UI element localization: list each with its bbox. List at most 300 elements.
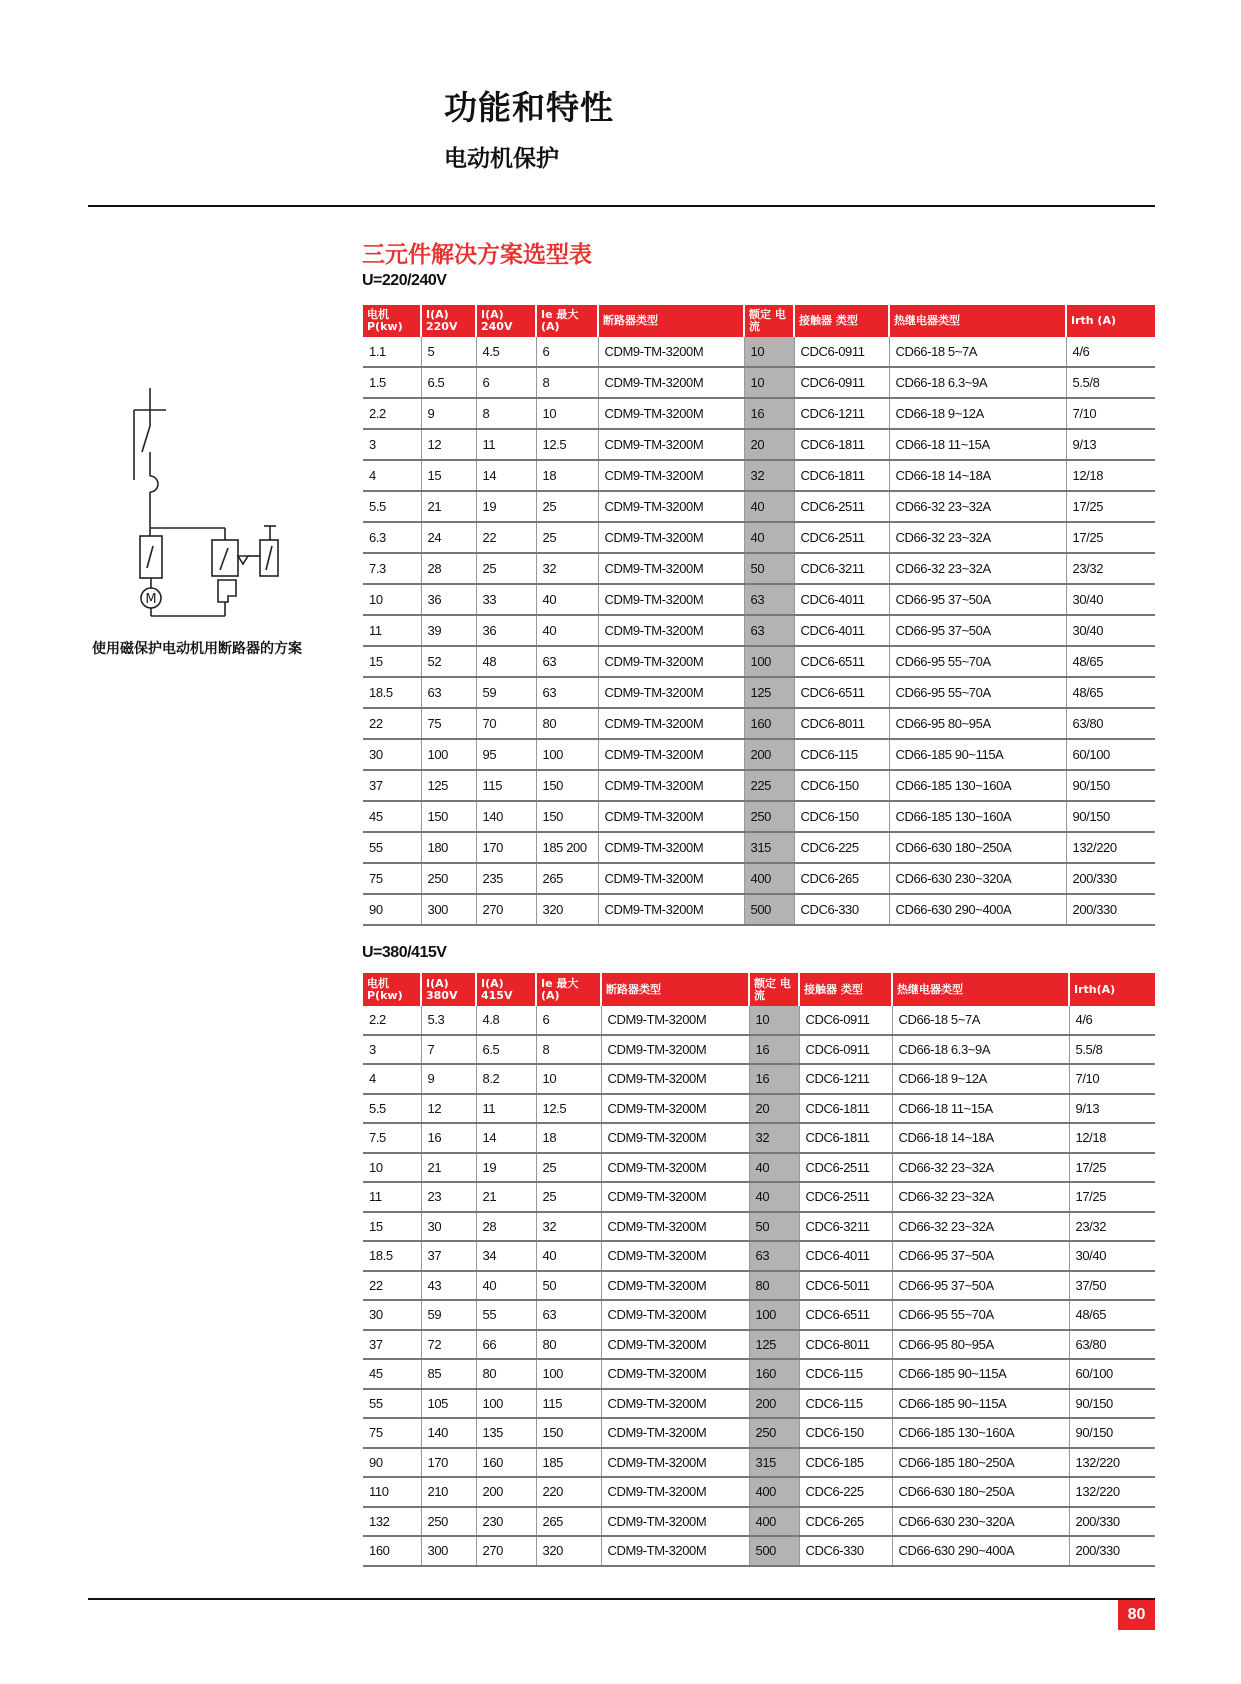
table-cell: 132 — [363, 1507, 421, 1537]
table-cell: CD66-18 14~18A — [889, 460, 1066, 491]
table-cell: CD66-630 290~400A — [889, 894, 1066, 925]
table-cell: CDC6-3211 — [799, 1212, 892, 1242]
table-cell: CDM9-TM-3200M — [598, 646, 744, 677]
table-cell: 5.5/8 — [1069, 1035, 1155, 1065]
table-cell: 11 — [363, 1182, 421, 1212]
table-cell: 48/65 — [1069, 1300, 1155, 1330]
table-cell: CDM9-TM-3200M — [598, 801, 744, 832]
table-cell: 30/40 — [1066, 615, 1155, 646]
table-row — [363, 739, 1155, 770]
table-cell: 63 — [744, 615, 794, 646]
table-cell: CDC6-1811 — [799, 1123, 892, 1153]
table-cell: CDM9-TM-3200M — [601, 1006, 749, 1035]
table-row — [363, 1448, 1155, 1478]
table-cell: 9 — [421, 398, 476, 429]
table-cell: CDC6-6511 — [799, 1300, 892, 1330]
table-cell: 22 — [363, 1271, 421, 1301]
table-cell: 37 — [363, 1330, 421, 1360]
table-cell: 63 — [536, 1300, 601, 1330]
table-cell: 4.8 — [476, 1006, 536, 1035]
table-cell: CDC6-6511 — [794, 646, 889, 677]
table-cell: CDM9-TM-3200M — [598, 832, 744, 863]
column-header: Irth (A) — [1066, 305, 1155, 337]
table-cell: 25 — [536, 491, 598, 522]
table-cell: 100 — [536, 1359, 601, 1389]
table-row — [363, 584, 1155, 615]
table-cell: CD66-185 90~115A — [892, 1359, 1069, 1389]
table-cell: CDM9-TM-3200M — [601, 1094, 749, 1124]
table-cell: CD66-95 55~70A — [889, 646, 1066, 677]
table-cell: 5.3 — [421, 1006, 476, 1035]
table-cell: 30 — [363, 1300, 421, 1330]
table-cell: CDM9-TM-3200M — [601, 1123, 749, 1153]
table-cell: CDC6-185 — [799, 1448, 892, 1478]
table-cell: 36 — [476, 615, 536, 646]
column-header: 额定 电流 — [749, 973, 799, 1006]
table-cell: 8 — [536, 367, 598, 398]
table-cell: 100 — [421, 739, 476, 770]
column-header: Ie 最大 (A) — [536, 973, 601, 1006]
voltage-label-220: U=220/240V — [362, 272, 447, 289]
table-cell: CDM9-TM-3200M — [601, 1241, 749, 1271]
table-cell: 125 — [421, 770, 476, 801]
table-cell: 39 — [421, 615, 476, 646]
table-cell: CDM9-TM-3200M — [601, 1153, 749, 1183]
table-cell: 30 — [363, 739, 421, 770]
table-cell: CD66-95 55~70A — [889, 677, 1066, 708]
table-cell: CDC6-8011 — [794, 708, 889, 739]
table-cell: 63 — [421, 677, 476, 708]
table-cell: 12/18 — [1069, 1123, 1155, 1153]
table-cell: 12.5 — [536, 429, 598, 460]
table-cell: 24 — [421, 522, 476, 553]
column-header: I(A) 220V — [421, 305, 476, 337]
table-cell: 25 — [476, 553, 536, 584]
table-cell: 12 — [421, 429, 476, 460]
table-cell: 14 — [476, 1123, 536, 1153]
table-cell: 105 — [421, 1389, 476, 1419]
table-cell: 100 — [536, 739, 598, 770]
table-cell: CDC6-150 — [794, 801, 889, 832]
table-cell: 72 — [421, 1330, 476, 1360]
column-header: 额定 电流 — [744, 305, 794, 337]
table-cell: 160 — [363, 1536, 421, 1566]
table-cell: 160 — [744, 708, 794, 739]
table-cell: 10 — [363, 1153, 421, 1183]
table-row — [363, 1536, 1155, 1566]
table-cell: 55 — [363, 1389, 421, 1419]
selection-table-220v — [363, 305, 1155, 926]
table-cell: 250 — [421, 863, 476, 894]
table-cell: CD66-185 130~160A — [889, 770, 1066, 801]
table-cell: 11 — [476, 1094, 536, 1124]
table-cell: 3 — [363, 429, 421, 460]
table-cell: 150 — [421, 801, 476, 832]
table-cell: CD66-18 9~12A — [889, 398, 1066, 429]
column-header: Ie 最大 (A) — [536, 305, 598, 337]
table-cell: 37/50 — [1069, 1271, 1155, 1301]
table-cell: CDM9-TM-3200M — [598, 337, 744, 367]
table-cell: 40 — [536, 584, 598, 615]
table-cell: 17/25 — [1069, 1182, 1155, 1212]
table-cell: 10 — [749, 1006, 799, 1035]
table-cell: 21 — [421, 1153, 476, 1183]
table-cell: 28 — [476, 1212, 536, 1242]
table-cell: 3 — [363, 1035, 421, 1065]
table-cell: CDM9-TM-3200M — [601, 1271, 749, 1301]
table-row — [363, 1006, 1155, 1035]
table-cell: 8 — [536, 1035, 601, 1065]
table-cell: CDC6-115 — [799, 1389, 892, 1419]
table-cell: CD66-32 23~32A — [889, 522, 1066, 553]
table-cell: 90/150 — [1066, 770, 1155, 801]
table-cell: 50 — [536, 1271, 601, 1301]
table-cell: 132/220 — [1069, 1448, 1155, 1478]
table-cell: 265 — [536, 1507, 601, 1537]
table-cell: 160 — [476, 1448, 536, 1478]
table-cell: 6 — [536, 1006, 601, 1035]
table-cell: 63/80 — [1066, 708, 1155, 739]
table-cell: CDM9-TM-3200M — [598, 863, 744, 894]
table-cell: 75 — [363, 863, 421, 894]
table-cell: 30 — [421, 1212, 476, 1242]
table-cell: CDC6-150 — [794, 770, 889, 801]
table-cell: CD66-18 6.3~9A — [889, 367, 1066, 398]
table-cell: 18.5 — [363, 1241, 421, 1271]
table-cell: 23 — [421, 1182, 476, 1212]
table-cell: 300 — [421, 1536, 476, 1566]
table-cell: 60/100 — [1066, 739, 1155, 770]
section-title: 三元件解决方案选型表 — [362, 242, 592, 268]
table-cell: 19 — [476, 1153, 536, 1183]
table-cell: 21 — [421, 491, 476, 522]
table-cell: 320 — [536, 894, 598, 925]
table-row — [363, 1418, 1155, 1448]
table-cell: CDM9-TM-3200M — [601, 1389, 749, 1419]
table-cell: 140 — [421, 1418, 476, 1448]
column-header: I(A) 415V — [476, 973, 536, 1006]
table-cell: 400 — [749, 1507, 799, 1537]
table-cell: 12.5 — [536, 1094, 601, 1124]
table-cell: 32 — [536, 553, 598, 584]
table-cell: CD66-95 37~50A — [892, 1271, 1069, 1301]
table-row — [363, 770, 1155, 801]
table-cell: 11 — [476, 429, 536, 460]
table-cell: 18.5 — [363, 677, 421, 708]
table-cell: 6 — [476, 367, 536, 398]
table-cell: CDM9-TM-3200M — [598, 584, 744, 615]
table-cell: CD66-95 80~95A — [889, 708, 1066, 739]
table-cell: 10 — [744, 367, 794, 398]
table-cell: CD66-18 11~15A — [892, 1094, 1069, 1124]
table-cell: CDC6-4011 — [794, 615, 889, 646]
table-cell: CD66-32 23~32A — [892, 1182, 1069, 1212]
table-cell: 9/13 — [1066, 429, 1155, 460]
table-cell: 265 — [536, 863, 598, 894]
table-cell: 25 — [536, 522, 598, 553]
table-cell: 80 — [749, 1271, 799, 1301]
table-cell: 200 — [476, 1477, 536, 1507]
table-cell: 220 — [536, 1477, 601, 1507]
table-cell: 43 — [421, 1271, 476, 1301]
table-cell: 63 — [536, 677, 598, 708]
table-cell: 55 — [476, 1300, 536, 1330]
page-title: 功能和特性 — [444, 88, 614, 127]
table-row — [363, 1064, 1155, 1094]
table-cell: CD66-18 11~15A — [889, 429, 1066, 460]
table-cell: 30/40 — [1069, 1241, 1155, 1271]
table-cell: 45 — [363, 1359, 421, 1389]
table-cell: 200/330 — [1066, 894, 1155, 925]
table-cell: 4 — [363, 1064, 421, 1094]
table-cell: CD66-95 37~50A — [889, 584, 1066, 615]
table-cell: 32 — [536, 1212, 601, 1242]
table-cell: CDM9-TM-3200M — [601, 1064, 749, 1094]
table-cell: CD66-185 130~160A — [889, 801, 1066, 832]
table-cell: 100 — [476, 1389, 536, 1419]
table-cell: 80 — [536, 708, 598, 739]
table-row — [363, 1300, 1155, 1330]
table-cell: 37 — [363, 770, 421, 801]
table-row — [363, 1271, 1155, 1301]
table-cell: 16 — [421, 1123, 476, 1153]
table-cell: 48 — [476, 646, 536, 677]
table-cell: 37 — [421, 1241, 476, 1271]
table-row — [363, 1359, 1155, 1389]
table-cell: CD66-185 90~115A — [889, 739, 1066, 770]
table-cell: CD66-95 37~50A — [889, 615, 1066, 646]
table-cell: CDM9-TM-3200M — [598, 553, 744, 584]
table-cell: CDM9-TM-3200M — [598, 491, 744, 522]
table-cell: CD66-630 180~250A — [892, 1477, 1069, 1507]
table-cell: CD66-32 23~32A — [892, 1212, 1069, 1242]
table-cell: 70 — [476, 708, 536, 739]
table-cell: 90/150 — [1066, 801, 1155, 832]
table-cell: 36 — [421, 584, 476, 615]
table-cell: 6.5 — [476, 1035, 536, 1065]
table-cell: 95 — [476, 739, 536, 770]
table-row — [363, 677, 1155, 708]
table-row — [363, 1212, 1155, 1242]
table-cell: 110 — [363, 1477, 421, 1507]
motor-circuit-diagram — [110, 380, 300, 630]
table-cell: 18 — [536, 460, 598, 491]
table-cell: CDC6-2511 — [799, 1153, 892, 1183]
table-cell: 180 — [421, 832, 476, 863]
table-cell: CDC6-6511 — [794, 677, 889, 708]
table-cell: 17/25 — [1066, 491, 1155, 522]
table-cell: CDC6-265 — [794, 863, 889, 894]
table-cell: 132/220 — [1069, 1477, 1155, 1507]
table-cell: 185 200 — [536, 832, 598, 863]
table-cell: CD66-18 5~7A — [892, 1006, 1069, 1035]
table-cell: 25 — [536, 1153, 601, 1183]
table-cell: CDC6-1811 — [799, 1094, 892, 1124]
table-cell: 200 — [744, 739, 794, 770]
table-cell: CD66-185 180~250A — [892, 1448, 1069, 1478]
table-cell: CDC6-2511 — [794, 522, 889, 553]
table-cell: 80 — [476, 1359, 536, 1389]
selection-table-380v — [363, 973, 1155, 1567]
table-cell: CDM9-TM-3200M — [598, 460, 744, 491]
column-header: 热继电器类型 — [892, 973, 1069, 1006]
table-row — [363, 460, 1155, 491]
table-cell: 15 — [363, 646, 421, 677]
table-cell: 30/40 — [1066, 584, 1155, 615]
table-cell: 170 — [476, 832, 536, 863]
table-cell: 85 — [421, 1359, 476, 1389]
table-cell: CDC6-4011 — [794, 584, 889, 615]
table-cell: 6.3 — [363, 522, 421, 553]
table-cell: 10 — [536, 1064, 601, 1094]
table-row — [363, 337, 1155, 367]
table-cell: CD66-18 14~18A — [892, 1123, 1069, 1153]
table-cell: CD66-18 6.3~9A — [892, 1035, 1069, 1065]
table-cell: 140 — [476, 801, 536, 832]
table-cell: 115 — [536, 1389, 601, 1419]
table-cell: 40 — [744, 491, 794, 522]
table-cell: 16 — [749, 1035, 799, 1065]
table-cell: 400 — [744, 863, 794, 894]
table-cell: 125 — [744, 677, 794, 708]
voltage-label-380: U=380/415V — [362, 944, 447, 961]
table-cell: 7.3 — [363, 553, 421, 584]
table-cell: 250 — [744, 801, 794, 832]
diagram-caption: 使用磁保护电动机用断路器的方案 — [92, 641, 302, 657]
table-cell: CDC6-0911 — [799, 1035, 892, 1065]
table-cell: 230 — [476, 1507, 536, 1537]
table-cell: 21 — [476, 1182, 536, 1212]
table-cell: CDM9-TM-3200M — [601, 1330, 749, 1360]
table-row — [363, 398, 1155, 429]
table-cell: 5.5 — [363, 1094, 421, 1124]
table-cell: 225 — [744, 770, 794, 801]
table-cell: CDM9-TM-3200M — [601, 1536, 749, 1566]
table-cell: 9/13 — [1069, 1094, 1155, 1124]
table-cell: 15 — [421, 460, 476, 491]
table-row — [363, 863, 1155, 894]
table-cell: CDC6-0911 — [794, 337, 889, 367]
column-header: 断路器类型 — [598, 305, 744, 337]
table-cell: 10 — [536, 398, 598, 429]
column-header: 电机 P(kw) — [363, 305, 421, 337]
table-row — [363, 1477, 1155, 1507]
table-cell: 75 — [363, 1418, 421, 1448]
table-cell: CDC6-115 — [794, 739, 889, 770]
table-cell: 20 — [744, 429, 794, 460]
table-cell: 250 — [749, 1418, 799, 1448]
table-cell: 40 — [749, 1153, 799, 1183]
table-row — [363, 553, 1155, 584]
table-row — [363, 1507, 1155, 1537]
table-cell: 1.1 — [363, 337, 421, 367]
table-cell: 90/150 — [1069, 1389, 1155, 1419]
table-cell: CDC6-150 — [799, 1418, 892, 1448]
table-row — [363, 491, 1155, 522]
table-cell: 7.5 — [363, 1123, 421, 1153]
table-row — [363, 832, 1155, 863]
table-cell: 235 — [476, 863, 536, 894]
table-cell: 2.2 — [363, 1006, 421, 1035]
table-cell: CD66-18 5~7A — [889, 337, 1066, 367]
table-cell: CDM9-TM-3200M — [601, 1300, 749, 1330]
table-cell: 63 — [536, 646, 598, 677]
table-row — [363, 1330, 1155, 1360]
table-cell: 33 — [476, 584, 536, 615]
table-cell: 34 — [476, 1241, 536, 1271]
table-row — [363, 1153, 1155, 1183]
column-header: I(A) 240V — [476, 305, 536, 337]
page-subtitle: 电动机保护 — [444, 146, 559, 172]
table-cell: CDM9-TM-3200M — [598, 429, 744, 460]
table-cell: 100 — [749, 1300, 799, 1330]
table-cell: CDC6-5011 — [799, 1271, 892, 1301]
table-cell: CD66-185 90~115A — [892, 1389, 1069, 1419]
table-cell: 300 — [421, 894, 476, 925]
table-cell: 170 — [421, 1448, 476, 1478]
table-cell: 5.5 — [363, 491, 421, 522]
table-cell: CDM9-TM-3200M — [598, 770, 744, 801]
table-cell: 270 — [476, 894, 536, 925]
table-header-row — [363, 305, 1155, 337]
table-cell: 32 — [749, 1123, 799, 1153]
table-cell: 500 — [744, 894, 794, 925]
table-cell: 7/10 — [1069, 1064, 1155, 1094]
table-cell: 500 — [749, 1536, 799, 1566]
table-cell: CDC6-1211 — [799, 1064, 892, 1094]
table-cell: 60/100 — [1069, 1359, 1155, 1389]
table-cell: 8 — [476, 398, 536, 429]
table-cell: 15 — [363, 1212, 421, 1242]
table-cell: 23/32 — [1066, 553, 1155, 584]
table-cell: 4/6 — [1069, 1006, 1155, 1035]
table-cell: 200/330 — [1069, 1507, 1155, 1537]
table-cell: 55 — [363, 832, 421, 863]
table-cell: 1.5 — [363, 367, 421, 398]
table-cell: 135 — [476, 1418, 536, 1448]
table-cell: CDC6-265 — [799, 1507, 892, 1537]
table-cell: CDM9-TM-3200M — [601, 1477, 749, 1507]
table-cell: CD66-95 55~70A — [892, 1300, 1069, 1330]
table-cell: CDC6-225 — [794, 832, 889, 863]
table-cell: 59 — [476, 677, 536, 708]
table-cell: 66 — [476, 1330, 536, 1360]
table-row — [363, 646, 1155, 677]
table-cell: 17/25 — [1066, 522, 1155, 553]
table-cell: 400 — [749, 1477, 799, 1507]
table-cell: CD66-95 80~95A — [892, 1330, 1069, 1360]
table-cell: 63 — [749, 1241, 799, 1271]
page-number: 80 — [1118, 1600, 1155, 1630]
table-cell: CDC6-3211 — [794, 553, 889, 584]
table-cell: 10 — [363, 584, 421, 615]
table-cell: CDC6-1811 — [794, 429, 889, 460]
table-cell: CD66-185 130~160A — [892, 1418, 1069, 1448]
table-cell: 63 — [744, 584, 794, 615]
table-cell: 59 — [421, 1300, 476, 1330]
table-cell: CDC6-0911 — [799, 1006, 892, 1035]
table-cell: 5.5/8 — [1066, 367, 1155, 398]
table-cell: 19 — [476, 491, 536, 522]
table-cell: 50 — [749, 1212, 799, 1242]
table-cell: 22 — [363, 708, 421, 739]
table-cell: CDM9-TM-3200M — [601, 1448, 749, 1478]
table-cell: 16 — [744, 398, 794, 429]
table-cell: CDM9-TM-3200M — [598, 708, 744, 739]
table-cell: 20 — [749, 1094, 799, 1124]
table-cell: 9 — [421, 1064, 476, 1094]
column-header: 断路器类型 — [601, 973, 749, 1006]
